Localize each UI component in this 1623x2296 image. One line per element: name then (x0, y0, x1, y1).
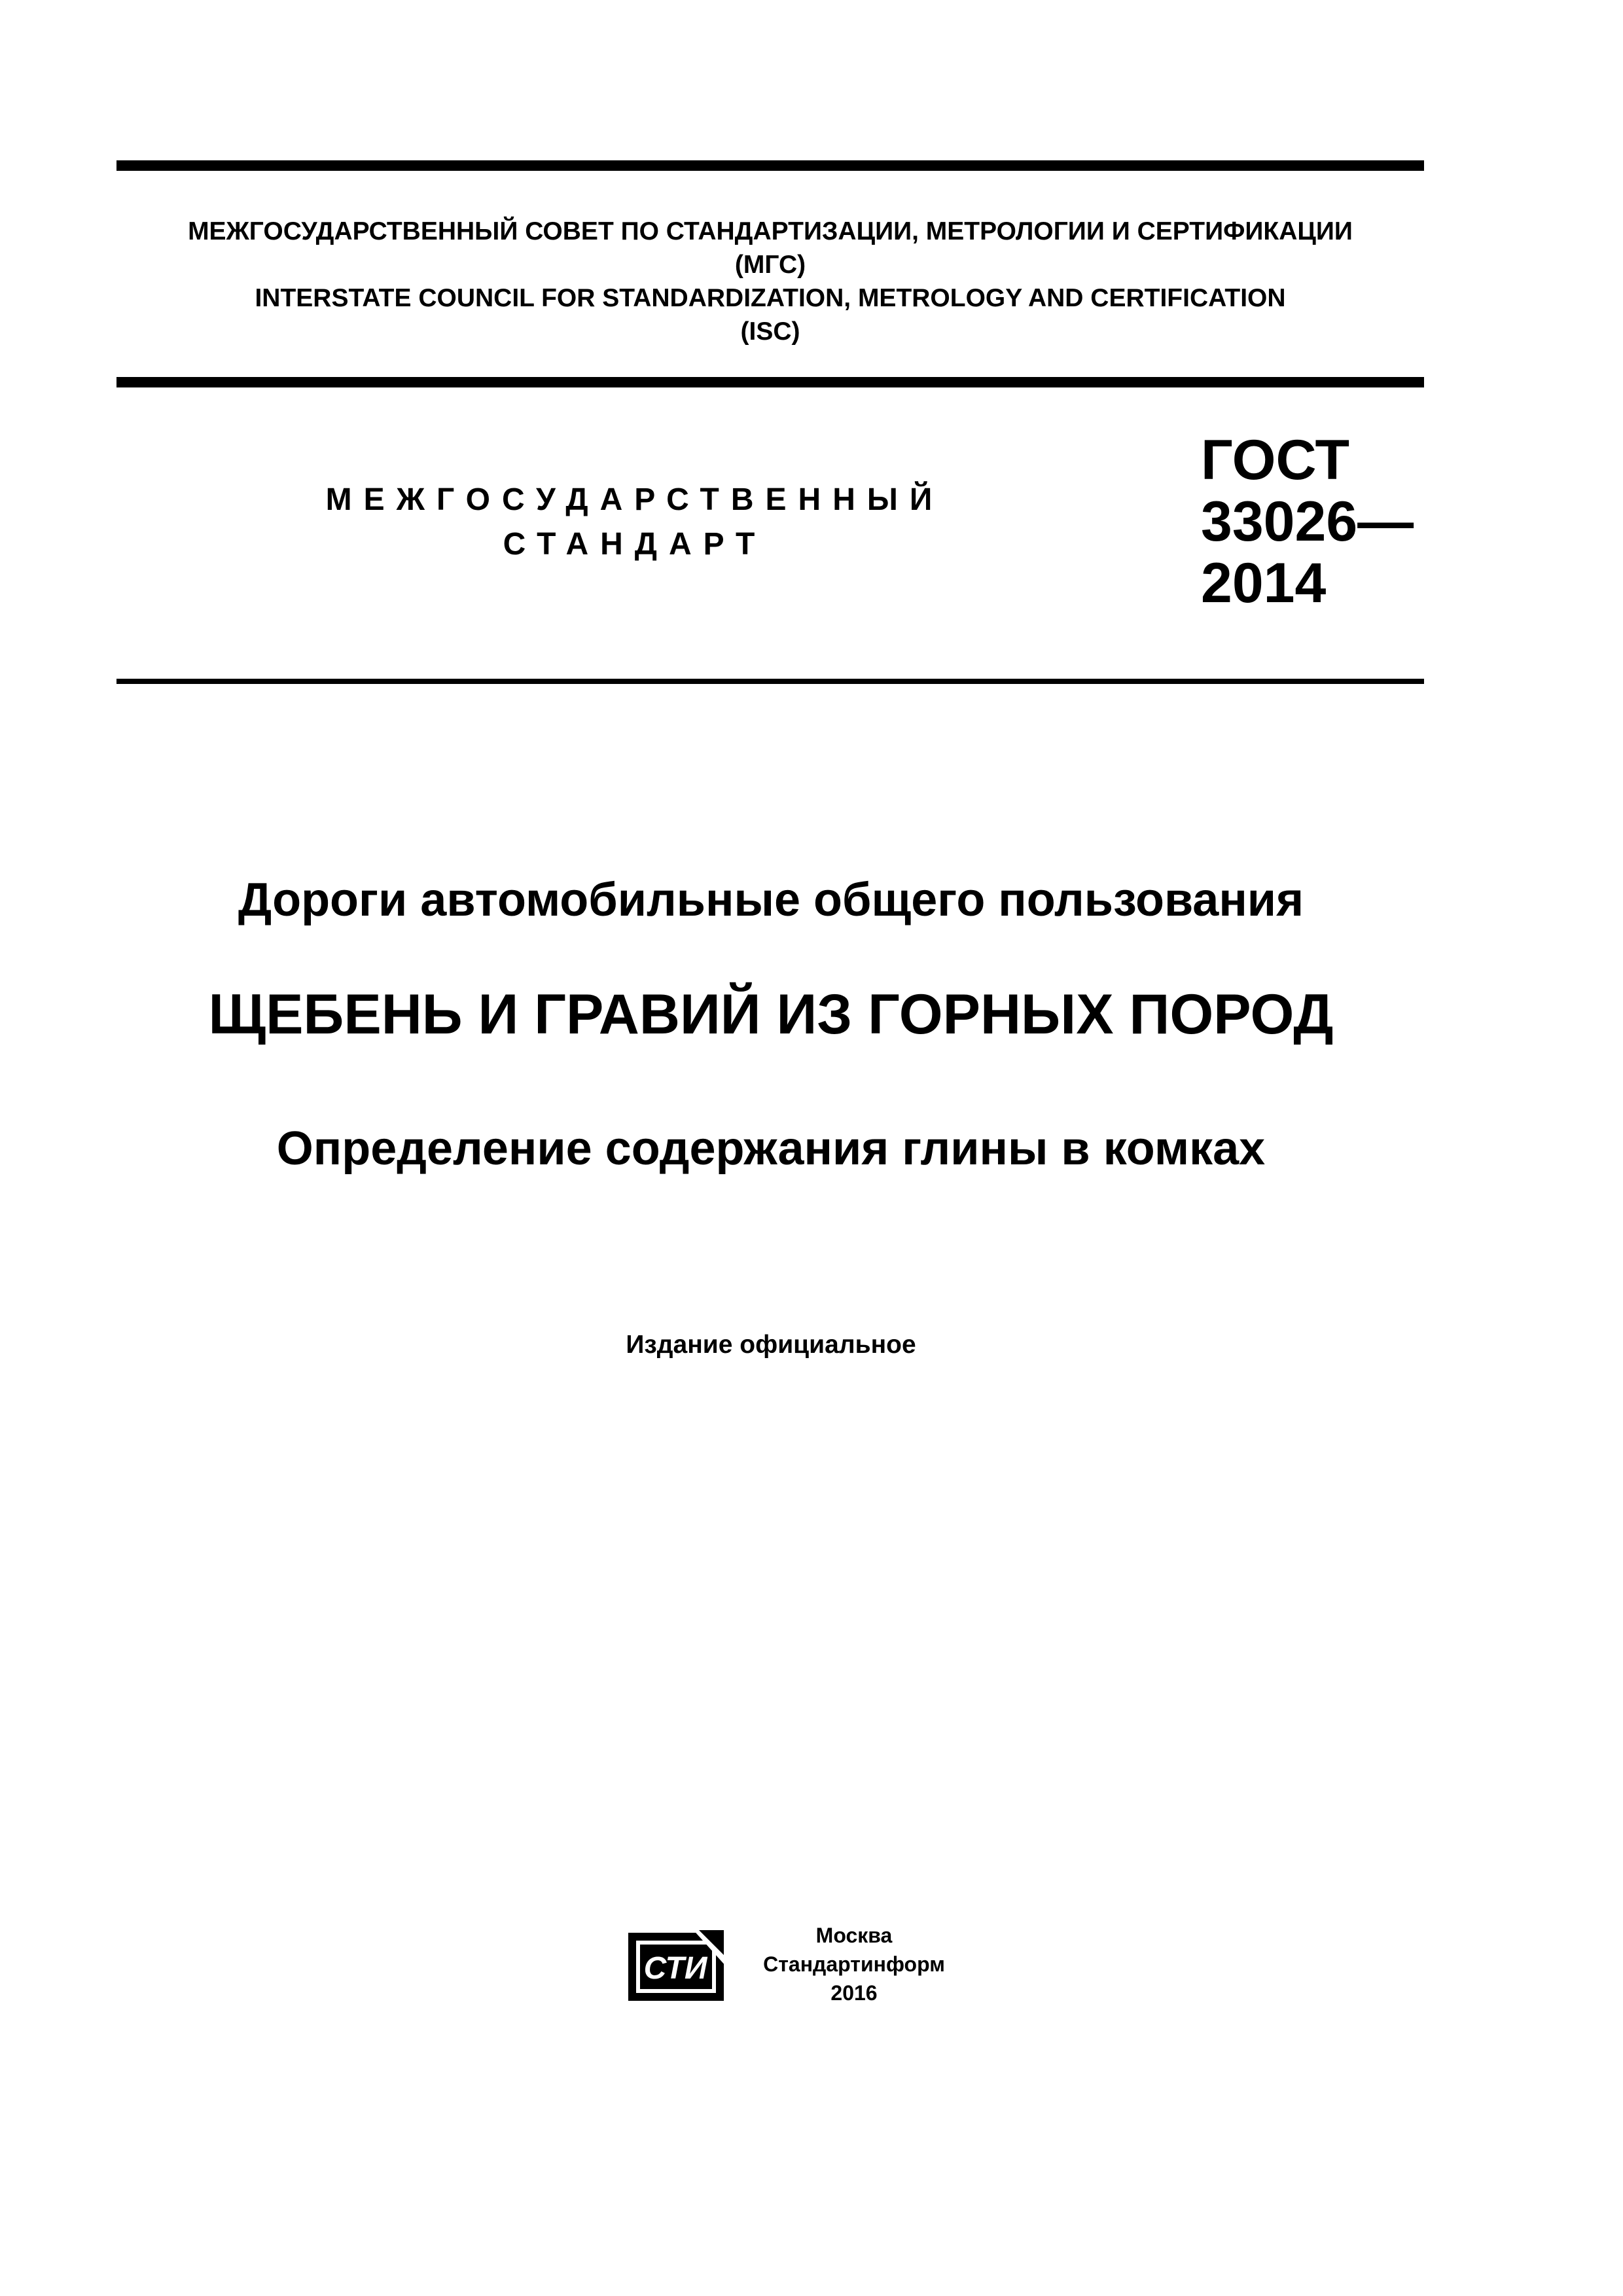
publisher-block (628, 1921, 995, 2013)
gost-year: 2014 (1201, 552, 1327, 615)
standard-label-line2: СТАНДАРТ (503, 527, 767, 562)
council-ru-abbr: (МГС) (734, 251, 806, 279)
gost-number: 33026— (1201, 490, 1414, 553)
edition-note: Издание официальное (626, 1331, 916, 1359)
document-subtitle: Определение содержания глины в комках (276, 1122, 1266, 1175)
publisher-city: Москва (815, 1924, 893, 1947)
document-title-main: ЩЕБЕНЬ И ГРАВИЙ ИЗ ГОРНЫХ ПОРОД (208, 983, 1334, 1046)
gost-prefix: ГОСТ (1201, 429, 1350, 492)
standartinform-logo-icon (628, 1928, 726, 2005)
standard-type-label (275, 478, 995, 567)
council-en-name: INTERSTATE COUNCIL FOR STANDARDIZATION, METROLOGY AND CERTIFICATION (255, 284, 1286, 312)
top-rule (116, 160, 1424, 171)
council-header (116, 215, 1424, 348)
document-title-line1: Дороги автомобильные общего пользования (238, 874, 1304, 926)
council-ru-name: МЕЖГОСУДАРСТВЕННЫЙ СОВЕТ ПО СТАНДАРТИЗАЦИИ, МЕТРОЛОГИИ И СЕРТИФИКАЦИИ (188, 217, 1353, 245)
council-en-abbr: (ISC) (740, 317, 800, 346)
publisher-name: Стандартинформ (763, 1952, 945, 1976)
middle-rule (116, 377, 1424, 387)
publisher-text (743, 1921, 965, 2007)
logo-lettering: СТИ (643, 1951, 707, 1986)
standard-label-line1: МЕЖГОСУДАРСТВЕННЫЙ (325, 482, 944, 517)
bottom-rule (116, 679, 1424, 684)
gost-designation (1201, 429, 1414, 614)
publisher-year: 2016 (830, 1981, 878, 2005)
